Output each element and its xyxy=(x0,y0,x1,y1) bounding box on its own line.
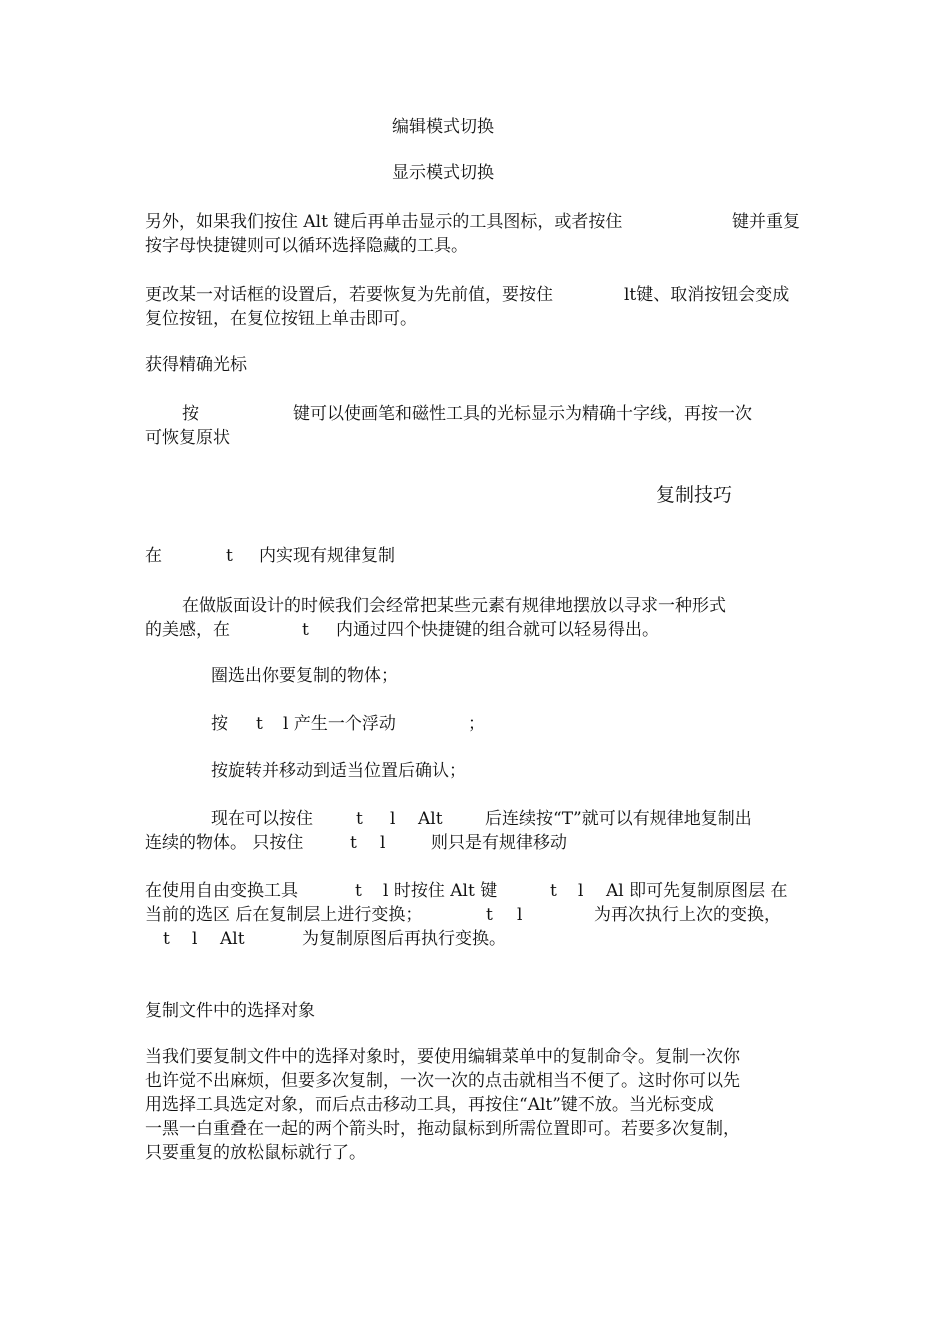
step-item: l xyxy=(380,833,386,853)
step-item: 则只是有规律移动 xyxy=(431,833,567,853)
paragraph-line: 用选择工具选定对象，而后点击移动工具，再按住“Alt”键不放。当光标变成 xyxy=(145,1095,714,1115)
heading-edit-mode: 编辑模式切换 xyxy=(392,117,494,137)
paragraph-line: 在做版面设计的时候我们会经常把某些元素有规律地摆放以寻求一种形式 xyxy=(182,596,726,616)
step-item: l xyxy=(390,809,396,829)
step-item: 按旋转并移动到适当位置后确认； xyxy=(211,761,466,781)
section-title: 复制技巧 xyxy=(656,484,733,506)
paragraph-line: lt键、取消按钮会变成 xyxy=(624,285,790,305)
paragraph-line: 键可以使画笔和磁性工具的光标显示为精确十字线，再按一次 xyxy=(293,404,752,424)
paragraph-line: t xyxy=(302,620,309,640)
paragraph-line: 更改某一对话框的设置后，若要恢复为先前值，要按住 xyxy=(145,285,553,305)
step-item: 现在可以按住 xyxy=(211,809,313,829)
section-heading: 在 xyxy=(145,546,162,566)
paragraph-line: 按字母快捷键则可以循环选择隐藏的工具。 xyxy=(145,236,468,256)
paragraph-line: t xyxy=(550,881,557,901)
paragraph-line: 为再次执行上次的变换， xyxy=(594,905,781,925)
paragraph-line: 也许觉不出麻烦，但要多次复制，一次一次的点击就相当不便了。这时你可以先 xyxy=(145,1071,740,1091)
step-item: t xyxy=(356,809,363,829)
section-heading: 内实现有规律复制 xyxy=(259,546,395,566)
step-item: t xyxy=(256,714,263,734)
paragraph-line: l 时按住 Alt 键 xyxy=(383,881,498,901)
paragraph-line: Al 即可先复制原图层 在 xyxy=(606,881,788,901)
section-heading: 复制文件中的选择对象 xyxy=(145,1001,315,1021)
paragraph-line: 一黑一白重叠在一起的两个箭头时，拖动鼠标到所需位置即可。若要多次复制， xyxy=(145,1119,740,1139)
paragraph-line: 键并重复 xyxy=(732,212,800,232)
paragraph-line: 内通过四个快捷键的组合就可以轻易得出。 xyxy=(336,620,659,640)
section-heading: 获得精确光标 xyxy=(145,355,247,375)
paragraph-line: 可恢复原状 xyxy=(145,428,230,448)
step-item: 连续的物体。 只按住 xyxy=(145,833,304,853)
step-item: t xyxy=(350,833,357,853)
paragraph-line: 只要重复的放松鼠标就行了。 xyxy=(145,1143,366,1163)
step-item: 按 xyxy=(211,714,228,734)
paragraph-line: t xyxy=(163,929,170,949)
paragraph-line: 当我们要复制文件中的选择对象时，要使用编辑菜单中的复制命令。复制一次你 xyxy=(145,1047,740,1067)
paragraph-line: 另外，如果我们按住 Alt 键后再单击显示的工具图标，或者按住 xyxy=(145,212,623,232)
step-item: l 产生一个浮动 xyxy=(283,714,396,734)
step-item: 圈选出你要复制的物体； xyxy=(211,666,398,686)
paragraph-line: 按 xyxy=(182,404,199,424)
paragraph-line: 复位按钮，在复位按钮上单击即可。 xyxy=(145,309,417,329)
heading-display-mode: 显示模式切换 xyxy=(392,163,494,183)
paragraph-line: Alt xyxy=(220,929,245,949)
paragraph-line: l xyxy=(517,905,523,925)
paragraph-line: l xyxy=(578,881,584,901)
paragraph-line: l xyxy=(192,929,198,949)
section-heading: t xyxy=(226,546,233,566)
step-item: ； xyxy=(468,714,485,734)
paragraph-line: 当前的选区 后在复制层上进行变换； xyxy=(145,905,423,925)
paragraph-line: t xyxy=(355,881,362,901)
step-item: 后连续按“T”就可以有规律地复制出 xyxy=(485,809,752,829)
paragraph-line: t xyxy=(486,905,493,925)
paragraph-line: 的美感，在 xyxy=(145,620,230,640)
paragraph-line: 在使用自由变换工具 xyxy=(145,881,298,901)
paragraph-line: 为复制原图后再执行变换。 xyxy=(302,929,506,949)
step-item: Alt xyxy=(418,809,443,829)
